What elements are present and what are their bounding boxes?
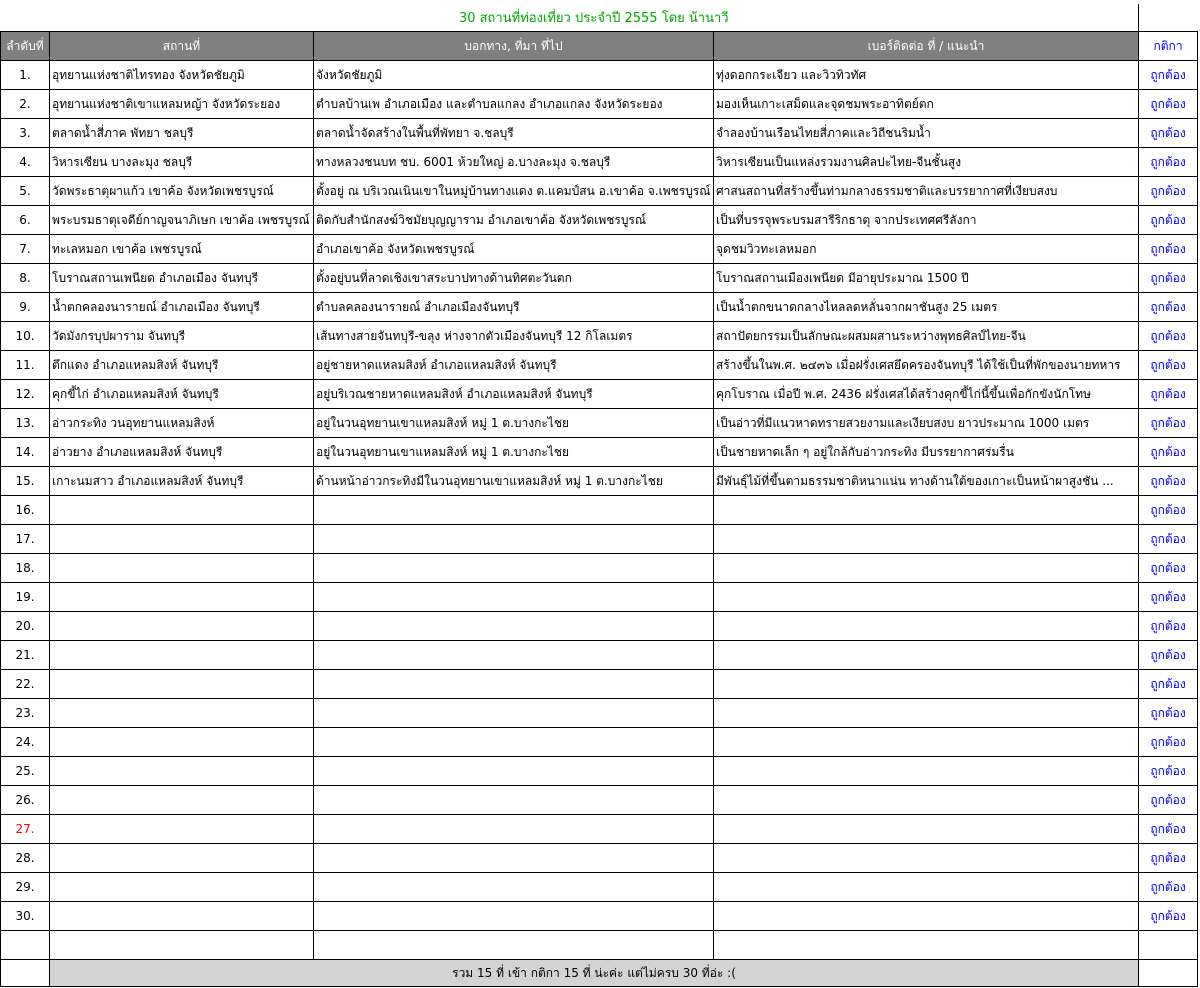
table-row bbox=[1, 380, 1198, 409]
row-number[interactable]: 4. bbox=[1, 148, 50, 177]
rule-cell[interactable]: ถูกต้อง bbox=[1139, 90, 1198, 119]
rule-cell[interactable]: ถูกต้อง bbox=[1139, 322, 1198, 351]
directions-cell[interactable] bbox=[314, 844, 714, 873]
contact-cell[interactable]: วิหารเซียนเป็นแหล่งรวมงานศิลปะไทย-จีนชั้นสูง bbox=[714, 148, 1139, 177]
empty-cell[interactable] bbox=[1, 931, 50, 960]
header-row bbox=[1, 32, 1198, 61]
directions-cell[interactable]: ทางหลวงชนบท ชบ. 6001 ห้วยใหญ่ อ.บางละมุง จ.ชลบุรี bbox=[314, 148, 714, 177]
row-number[interactable]: 29. bbox=[1, 873, 50, 902]
sheet-title: 30 สถานที่ท่องเที่ยว ประจำปี 2555 โดย น้านาวี bbox=[50, 4, 1139, 32]
contact-cell[interactable]: สถาปัตยกรรมเป็นลักษณะผสมผสานระหว่างพุทธศิลป์ไทย-จีน bbox=[714, 322, 1139, 351]
contact-cell[interactable] bbox=[714, 496, 1139, 525]
header-contact[interactable]: เบอร์ติดต่อ ที่ / แนะนำ bbox=[714, 32, 1139, 61]
contact-cell[interactable]: เป็นอ่าวที่มีแนวหาดทรายสวยงามและเงียบสงบ ยาวประมาณ 1000 เมตร bbox=[714, 409, 1139, 438]
rule-cell[interactable]: ถูกต้อง bbox=[1139, 699, 1198, 728]
contact-cell[interactable]: ศาสนสถานที่สร้างขึ้นท่ามกลางธรรมชาติและบรรยากาศที่เงียบสงบ bbox=[714, 177, 1139, 206]
contact-cell[interactable] bbox=[714, 728, 1139, 757]
contact-cell[interactable] bbox=[714, 844, 1139, 873]
rule-cell[interactable]: ถูกต้อง bbox=[1139, 641, 1198, 670]
directions-cell[interactable] bbox=[314, 786, 714, 815]
table-row bbox=[1, 235, 1198, 264]
contact-cell[interactable]: จุดชมวิวทะเลหมอก bbox=[714, 235, 1139, 264]
directions-cell[interactable]: อำเภอเขาค้อ จังหวัดเพชรบูรณ์ bbox=[314, 235, 714, 264]
footer-right-cell[interactable] bbox=[1139, 960, 1198, 987]
table-row bbox=[1, 438, 1198, 467]
empty-cell[interactable] bbox=[50, 931, 314, 960]
place-cell[interactable] bbox=[50, 873, 314, 902]
contact-cell[interactable]: มองเห็นเกาะเสม็ดและจุดชมพระอาทิตย์ตก bbox=[714, 90, 1139, 119]
table-row bbox=[1, 670, 1198, 699]
table-row bbox=[1, 148, 1198, 177]
directions-cell[interactable] bbox=[314, 641, 714, 670]
table-row bbox=[1, 554, 1198, 583]
place-cell[interactable] bbox=[50, 525, 314, 554]
rule-cell[interactable]: ถูกต้อง bbox=[1139, 583, 1198, 612]
table-row bbox=[1, 757, 1198, 786]
row-number[interactable]: 14. bbox=[1, 438, 50, 467]
contact-cell[interactable]: ทุ่งดอกกระเจียว และวิวทิวทัศ bbox=[714, 61, 1139, 90]
directions-cell[interactable] bbox=[314, 757, 714, 786]
contact-cell[interactable]: โบราณสถานเมืองเพนียด มีอายุประมาณ 1500 ปี bbox=[714, 264, 1139, 293]
place-cell[interactable]: โบราณสถานเพนียด อำเภอเมือง จันทบุรี bbox=[50, 264, 314, 293]
row-number[interactable]: 9. bbox=[1, 293, 50, 322]
rule-cell[interactable]: ถูกต้อง bbox=[1139, 525, 1198, 554]
table-row bbox=[1, 728, 1198, 757]
contact-cell[interactable]: เป็นชายหาดเล็ก ๆ อยู่ใกล้กับอ่าวกระทิง มีบรรยากาศร่มรื่น bbox=[714, 438, 1139, 467]
contact-cell[interactable]: เป็นน้ำตกขนาดกลางไหลลดหลั่นจากผาชันสูง 25 เมตร bbox=[714, 293, 1139, 322]
directions-cell[interactable] bbox=[314, 815, 714, 844]
directions-cell[interactable]: จังหวัดชัยภูมิ bbox=[314, 61, 714, 90]
place-cell[interactable]: วัดพระธาตุผาแก้ว เขาค้อ จังหวัดเพชรบูรณ์ bbox=[50, 177, 314, 206]
table-row bbox=[1, 583, 1198, 612]
place-cell[interactable] bbox=[50, 583, 314, 612]
empty-cell[interactable] bbox=[314, 931, 714, 960]
place-cell[interactable]: อ่าวกระทิง วนอุทยานแหลมสิงห์ bbox=[50, 409, 314, 438]
place-cell[interactable]: เกาะนมสาว อำเภอแหลมสิงห์ จันทบุรี bbox=[50, 467, 314, 496]
row-number[interactable]: 30. bbox=[1, 902, 50, 931]
contact-cell[interactable]: จำลองบ้านเรือนไทยสี่ภาคและวิถีชนริมน้ำ bbox=[714, 119, 1139, 148]
contact-cell[interactable] bbox=[714, 670, 1139, 699]
row-number[interactable]: 5. bbox=[1, 177, 50, 206]
directions-cell[interactable]: ตลาดน้ำจัดสร้างในพื้นที่พัทยา จ.ชลบุรี bbox=[314, 119, 714, 148]
places-table bbox=[0, 4, 1198, 987]
row-number[interactable]: 1. bbox=[1, 61, 50, 90]
table-row bbox=[1, 293, 1198, 322]
header-no[interactable]: ลำดับที่ bbox=[1, 32, 50, 61]
footer-left-cell[interactable] bbox=[1, 960, 50, 987]
rule-cell[interactable]: ถูกต้อง bbox=[1139, 380, 1198, 409]
rule-cell[interactable]: ถูกต้อง bbox=[1139, 177, 1198, 206]
contact-cell[interactable] bbox=[714, 641, 1139, 670]
place-cell[interactable]: คุกขี้ไก่ อำเภอแหลมสิงห์ จันทบุรี bbox=[50, 380, 314, 409]
row-number[interactable]: 23. bbox=[1, 699, 50, 728]
directions-cell[interactable]: ด้านหน้าอ่าวกระทิงมีในวนอุทยานเขาแหลมสิงห์ หมู่ 1 ต.บางกะไชย bbox=[314, 467, 714, 496]
place-cell[interactable] bbox=[50, 612, 314, 641]
row-number[interactable]: 7. bbox=[1, 235, 50, 264]
place-cell[interactable] bbox=[50, 757, 314, 786]
directions-cell[interactable]: อยู่ชายหาดแหลมสิงห์ อำเภอแหลมสิงห์ จันทบุรี bbox=[314, 351, 714, 380]
row-number[interactable]: 21. bbox=[1, 641, 50, 670]
place-cell[interactable] bbox=[50, 554, 314, 583]
row-number[interactable]: 17. bbox=[1, 525, 50, 554]
table-row bbox=[1, 322, 1198, 351]
row-number[interactable]: 24. bbox=[1, 728, 50, 757]
place-cell[interactable]: ทะเลหมอก เขาค้อ เพชรบูรณ์ bbox=[50, 235, 314, 264]
row-number[interactable]: 20. bbox=[1, 612, 50, 641]
directions-cell[interactable]: ตั้งอยู่บนที่ลาดเชิงเขาสระบาปทางด้านทิศตะวันตก bbox=[314, 264, 714, 293]
row-number[interactable]: 3. bbox=[1, 119, 50, 148]
contact-cell[interactable] bbox=[714, 554, 1139, 583]
header-rule[interactable]: กติกา bbox=[1139, 32, 1198, 61]
table-row bbox=[1, 873, 1198, 902]
table-row bbox=[1, 844, 1198, 873]
directions-cell[interactable]: อยู่ในวนอุทยานเขาแหลมสิงห์ หมู่ 1 ต.บางกะไชย bbox=[314, 438, 714, 467]
directions-cell[interactable] bbox=[314, 902, 714, 931]
contact-cell[interactable] bbox=[714, 583, 1139, 612]
place-cell[interactable] bbox=[50, 641, 314, 670]
contact-cell[interactable]: เป็นที่บรรจุพระบรมสารีริกธาตุ จากประเทศศรีลังกา bbox=[714, 206, 1139, 235]
directions-cell[interactable] bbox=[314, 554, 714, 583]
directions-cell[interactable]: อยู่ในวนอุทยานเขาแหลมสิงห์ หมู่ 1 ต.บางกะไชย bbox=[314, 409, 714, 438]
empty-cell[interactable] bbox=[714, 931, 1139, 960]
row-number[interactable]: 25. bbox=[1, 757, 50, 786]
contact-cell[interactable]: สร้างขึ้นในพ.ศ. ๒๔๓๖ เมื่อฝรั่งเศสยึดครองจันทบุรี ได้ใช้เป็นที่พักของนายทหาร bbox=[714, 351, 1139, 380]
row-number[interactable]: 2. bbox=[1, 90, 50, 119]
place-cell[interactable] bbox=[50, 902, 314, 931]
place-cell[interactable]: ตึกแดง อำเภอแหลมสิงห์ จันทบุรี bbox=[50, 351, 314, 380]
rule-cell[interactable]: ถูกต้อง bbox=[1139, 61, 1198, 90]
row-number[interactable]: 28. bbox=[1, 844, 50, 873]
place-cell[interactable]: วิหารเซียน บางละมุง ชลบุรี bbox=[50, 148, 314, 177]
contact-cell[interactable] bbox=[714, 902, 1139, 931]
rule-cell[interactable]: ถูกต้อง bbox=[1139, 148, 1198, 177]
table-row bbox=[1, 409, 1198, 438]
rule-cell[interactable]: ถูกต้อง bbox=[1139, 844, 1198, 873]
place-cell[interactable]: ตลาดน้ำสี่ภาค พัทยา ชลบุรี bbox=[50, 119, 314, 148]
place-cell[interactable]: อุทยานแห่งชาติเขาแหลมหญ้า จังหวัดระยอง bbox=[50, 90, 314, 119]
contact-cell[interactable] bbox=[714, 612, 1139, 641]
summary-message: รวม 15 ที่ เข้า กติกา 15 ที่ น่ะค่ะ แต่ไม่ครบ 30 ที่อ่ะ :( bbox=[50, 960, 1139, 987]
table-row bbox=[1, 902, 1198, 931]
row-number[interactable]: 22. bbox=[1, 670, 50, 699]
place-cell[interactable] bbox=[50, 844, 314, 873]
table-row bbox=[1, 264, 1198, 293]
table-row bbox=[1, 90, 1198, 119]
place-cell[interactable] bbox=[50, 699, 314, 728]
table-row bbox=[1, 177, 1198, 206]
place-cell[interactable]: น้ำตกคลองนารายณ์ อำเภอเมือง จันทบุรี bbox=[50, 293, 314, 322]
contact-cell[interactable]: คุกโบราณ เมื่อปี พ.ศ. 2436 ฝรั่งเศสได้สร้างคุกขี้ไก่นี้ขึ้นเพื่อกักขังนักโทษ bbox=[714, 380, 1139, 409]
rule-cell[interactable]: ถูกต้อง bbox=[1139, 235, 1198, 264]
place-cell[interactable]: อ่าวยาง อำเภอแหลมสิงห์ จันทบุรี bbox=[50, 438, 314, 467]
directions-cell[interactable] bbox=[314, 612, 714, 641]
header-place[interactable]: สถานที่ bbox=[50, 32, 314, 61]
rule-cell[interactable]: ถูกต้อง bbox=[1139, 873, 1198, 902]
rule-cell[interactable]: ถูกต้อง bbox=[1139, 902, 1198, 931]
contact-cell[interactable] bbox=[714, 525, 1139, 554]
rule-cell[interactable]: ถูกต้อง bbox=[1139, 438, 1198, 467]
title-edge-left bbox=[1, 4, 50, 32]
contact-cell[interactable] bbox=[714, 873, 1139, 902]
title-row bbox=[1, 4, 1198, 32]
table-row bbox=[1, 641, 1198, 670]
footer-row bbox=[1, 960, 1198, 987]
empty-cell[interactable] bbox=[1139, 931, 1198, 960]
empty-row bbox=[1, 931, 1198, 960]
rule-cell[interactable]: ถูกต้อง bbox=[1139, 496, 1198, 525]
table-row bbox=[1, 525, 1198, 554]
place-cell[interactable] bbox=[50, 670, 314, 699]
table-row bbox=[1, 699, 1198, 728]
contact-cell[interactable] bbox=[714, 699, 1139, 728]
rule-cell[interactable]: ถูกต้อง bbox=[1139, 409, 1198, 438]
table-row bbox=[1, 119, 1198, 148]
rule-cell[interactable]: ถูกต้อง bbox=[1139, 786, 1198, 815]
table-row bbox=[1, 786, 1198, 815]
row-number[interactable]: 19. bbox=[1, 583, 50, 612]
row-number[interactable]: 16. bbox=[1, 496, 50, 525]
rule-cell[interactable]: ถูกต้อง bbox=[1139, 206, 1198, 235]
directions-cell[interactable] bbox=[314, 583, 714, 612]
directions-cell[interactable]: ตั้งอยู่ ณ บริเวณเนินเขาในหมู่บ้านทางแดง ต.แคมป์สน อ.เขาค้อ จ.เพชรบูรณ์ bbox=[314, 177, 714, 206]
row-number[interactable]: 11. bbox=[1, 351, 50, 380]
table-row bbox=[1, 612, 1198, 641]
rule-cell[interactable]: ถูกต้อง bbox=[1139, 293, 1198, 322]
row-number[interactable]: 27. bbox=[1, 815, 50, 844]
directions-cell[interactable] bbox=[314, 670, 714, 699]
row-number[interactable]: 6. bbox=[1, 206, 50, 235]
rule-cell[interactable]: ถูกต้อง bbox=[1139, 351, 1198, 380]
place-cell[interactable]: พระบรมธาตุเจดีย์กาญจนาภิเษก เขาค้อ เพชรบูรณ์ bbox=[50, 206, 314, 235]
row-number[interactable]: 18. bbox=[1, 554, 50, 583]
rule-cell[interactable]: ถูกต้อง bbox=[1139, 119, 1198, 148]
rule-cell[interactable]: ถูกต้อง bbox=[1139, 728, 1198, 757]
directions-cell[interactable]: ตำบลคลองนารายณ์ อำเภอเมืองจันทบุรี bbox=[314, 293, 714, 322]
rule-cell[interactable]: ถูกต้อง bbox=[1139, 554, 1198, 583]
place-cell[interactable]: วัดมังกรบุปผาราม จันทบุรี bbox=[50, 322, 314, 351]
rule-cell[interactable]: ถูกต้อง bbox=[1139, 467, 1198, 496]
table-row bbox=[1, 496, 1198, 525]
table-row bbox=[1, 467, 1198, 496]
directions-cell[interactable] bbox=[314, 525, 714, 554]
table-row bbox=[1, 206, 1198, 235]
table-row bbox=[1, 61, 1198, 90]
place-cell[interactable] bbox=[50, 728, 314, 757]
contact-cell[interactable]: มีพันธุ์ไม้ที่ขึ้นตามธรรมชาติหนาแน่น ทางด้านใต้ของเกาะเป็นหน้าผาสูงชัน ... bbox=[714, 467, 1139, 496]
row-number[interactable]: 15. bbox=[1, 467, 50, 496]
directions-cell[interactable] bbox=[314, 873, 714, 902]
row-number[interactable]: 12. bbox=[1, 380, 50, 409]
row-number[interactable]: 26. bbox=[1, 786, 50, 815]
directions-cell[interactable]: อยู่บริเวณชายหาดแหลมสิงห์ อำเภอแหลมสิงห์ จันทบุรี bbox=[314, 380, 714, 409]
directions-cell[interactable]: ติดกับสำนักสงฆ์วิชมัยบุญญาราม อำเภอเขาค้อ จังหวัดเพชรบูรณ์ bbox=[314, 206, 714, 235]
contact-cell[interactable] bbox=[714, 815, 1139, 844]
directions-cell[interactable]: เส้นทางสายจันทบุรี-ขลุง ห่างจากตัวเมืองจันทบุรี 12 กิโลเมตร bbox=[314, 322, 714, 351]
rule-cell[interactable]: ถูกต้อง bbox=[1139, 815, 1198, 844]
row-number[interactable]: 13. bbox=[1, 409, 50, 438]
rule-cell[interactable]: ถูกต้อง bbox=[1139, 670, 1198, 699]
table-row bbox=[1, 815, 1198, 844]
title-edge-right bbox=[1139, 4, 1198, 32]
header-directions[interactable]: บอกทาง, ที่มา ที่ไป bbox=[314, 32, 714, 61]
directions-cell[interactable] bbox=[314, 699, 714, 728]
table-row bbox=[1, 351, 1198, 380]
place-cell[interactable] bbox=[50, 496, 314, 525]
directions-cell[interactable] bbox=[314, 496, 714, 525]
place-cell[interactable] bbox=[50, 815, 314, 844]
rule-cell[interactable]: ถูกต้อง bbox=[1139, 757, 1198, 786]
row-number[interactable]: 10. bbox=[1, 322, 50, 351]
rule-cell[interactable]: ถูกต้อง bbox=[1139, 612, 1198, 641]
directions-cell[interactable] bbox=[314, 728, 714, 757]
place-cell[interactable] bbox=[50, 786, 314, 815]
contact-cell[interactable] bbox=[714, 757, 1139, 786]
place-cell[interactable]: อุทยานแห่งชาติไทรทอง จังหวัดชัยภูมิ bbox=[50, 61, 314, 90]
rule-cell[interactable]: ถูกต้อง bbox=[1139, 264, 1198, 293]
row-number[interactable]: 8. bbox=[1, 264, 50, 293]
contact-cell[interactable] bbox=[714, 786, 1139, 815]
directions-cell[interactable]: ตำบลบ้านเพ อำเภอเมือง และตำบลแกลง อำเภอแกลง จังหวัดระยอง bbox=[314, 90, 714, 119]
